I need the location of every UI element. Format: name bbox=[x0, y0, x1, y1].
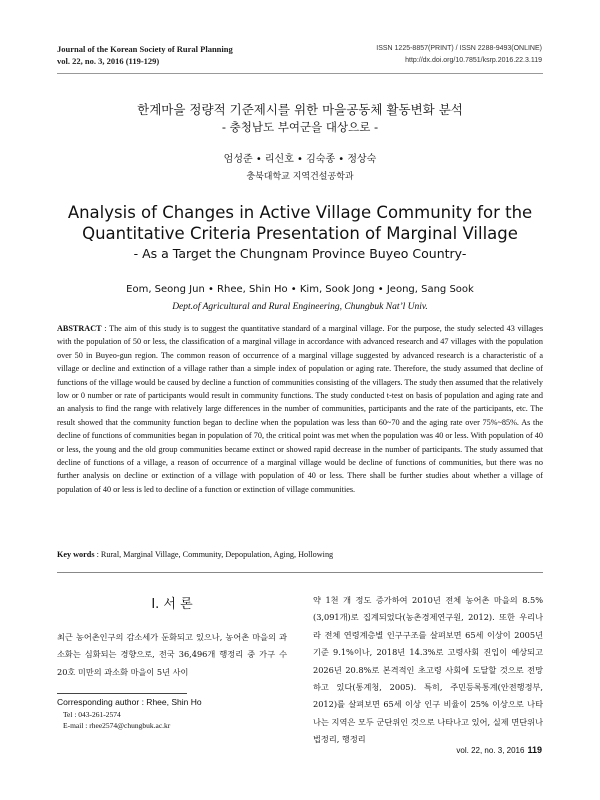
abstract-text: : The aim of this study is to suggest the quantitative standard of a marginal village. For the purpose, the study selected 43 villages with the population of 50 or less, the classification of a marginal village in accordance with advanced research and 47 villages with the population over 50 in Buyeo-gun region. The common reason of occurrence of a marginal village suggested by advanced research is a characteristic of a village or decline and extinction of a village rather than a simple index of population or aging rate. Therefore, the study assumed that decline of functions of the village would be caused by decline a function of communities consisting of the villagers. The study then assumed that the relatively low or 0 number or rate of participants would result in community functions. The study conducted t-test on basis of population and aging rate and an analysis to find the range with relatively large differences in the number of communities, participants and the rate of the participants, etc. The result showed that the community function began to decline when the population was less than 60~70 and the aging rate over 75%~85%. As the decline of functions of communities began in population of 70, the critical point was met when the population was 40 or less. With population of 40 or less, the young and the old group communities became extinct or showed rapid decrease in the number of participants. The study assumed that decline of functions of a village, a reason of occurrence of a marginal village would be decline of functions of communities, but there was no further analysis on decline or extinction of a village with population of 40 or less. There shall be further studies about whether a village of population of 40 or less is led to decline of a function or extinction of village communities. bbox=[57, 324, 544, 494]
journal-name: Journal of the Korean Society of Rural Planning bbox=[57, 44, 233, 54]
korean-title: 한계마을 정량적 기준제시를 위한 마을공동체 활동변화 분석 bbox=[137, 102, 463, 117]
abstract bbox=[57, 322, 543, 496]
issn-header bbox=[376, 43, 542, 67]
english-authors: Eom, Seong Jun • Rhee, Shin Ho • Kim, Sook Jong • Jeong, Sang Sook bbox=[126, 284, 474, 295]
korean-subtitle: - 충청남도 부여군을 대상으로 - bbox=[221, 120, 379, 134]
english-affiliation: Dept.of Agricultural and Rural Engineering, Chungbuk Nat’l Univ. bbox=[172, 302, 428, 312]
english-title-line2: Quantitative Criteria Presentation of Marginal Village bbox=[82, 224, 518, 243]
contact-tel: Tel : 043-261-2574 bbox=[63, 710, 121, 719]
contact-email[interactable]: E-mail : rhee2574@chungbuk.ac.kr bbox=[63, 721, 171, 730]
doi-link[interactable]: http://dx.doi.org/10.7851/ksrp.2016.22.3.119 bbox=[405, 57, 542, 64]
korean-affiliation: 충북대학교 지역건설공학과 bbox=[246, 172, 354, 182]
body-left-column: 최근 농어촌인구의 감소세가 둔화되고 있으나, 농어촌 마을의 과소화는 심화되는 경향으로, 전국 36,496개 행정리 중 가구 수 20호 미만의 과소화 마을이 5년 사이 bbox=[57, 632, 287, 677]
corresponding-author: Corresponding author : Rhee, Shin Ho bbox=[57, 697, 202, 707]
header-divider bbox=[57, 73, 543, 74]
korean-authors: 엄성준 • 리신호 • 김숙종 • 정상숙 bbox=[223, 154, 377, 165]
journal-header bbox=[57, 43, 233, 67]
english-title bbox=[0, 202, 600, 244]
page-number: 119 bbox=[527, 745, 542, 755]
footer-issue: vol. 22, no. 3, 2016 bbox=[456, 746, 525, 755]
english-title-line1: Analysis of Changes in Active Village Community for the bbox=[67, 203, 533, 222]
journal-volume: vol. 22, no. 3, 2016 (119-129) bbox=[57, 56, 160, 66]
english-subtitle: - As a Target the Chungnam Province Buyeo Country- bbox=[133, 246, 467, 261]
footnote-divider bbox=[57, 693, 187, 694]
keywords-label: Key words bbox=[57, 550, 95, 559]
contact-info bbox=[63, 709, 170, 731]
keywords-divider bbox=[57, 572, 543, 573]
section-heading: Ⅰ. 서 론 bbox=[151, 597, 193, 612]
keywords-text: : Rural, Marginal Village, Community, Depopulation, Aging, Hollowing bbox=[96, 550, 334, 559]
abstract-label: ABSTRACT bbox=[57, 324, 102, 333]
page-footer bbox=[456, 745, 542, 755]
body-right-column: 약 1천 개 정도 증가하여 2010년 전체 농어촌 마을의 8.5%(3,091개)로 집계되었다(농촌경제연구원, 2012). 또한 우리나라 전체 연령계층별 인구구조를 살펴보면 65세 이상이 2005년 기준 9.1%이나, 2018년 14.3%로 고령사회 진입이 예상되고 2026년 20.8%로 본격적인 초고령 사회에 도달할 것으로 전망하고 있다(통계청, 2005). 특히, 주민등록통계(안전행정부, 2012)를 살펴보면 65세 이상 인구 비율이 25% 이상으로 나타나는 지역은 모두 군단위인 것으로 나타나고 있어, 실제 면단위나 법정리, 행정리 bbox=[313, 595, 543, 745]
keywords bbox=[57, 550, 543, 559]
issn: ISSN 1225-8857(PRINT) / ISSN 2288-9493(ONLINE) bbox=[376, 45, 542, 52]
